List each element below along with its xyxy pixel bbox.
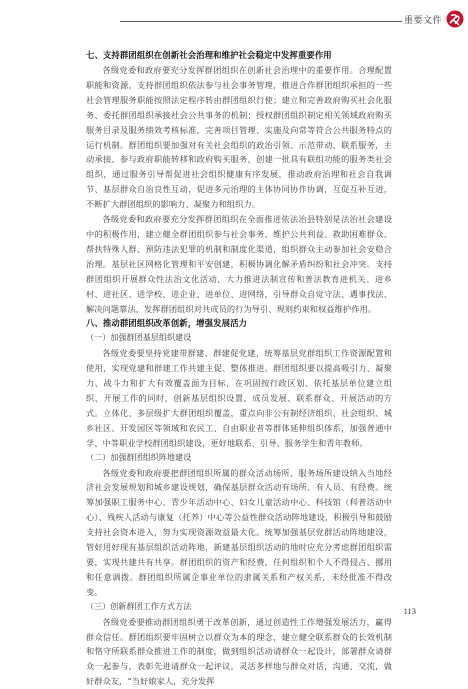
section-7-paragraph-1: 各级党委和政府要充分发挥群团组织在创新社会治理中的重要作用。合理配置职能和资源，支持群团组织依法参与社会事务管理，推进合作群团组织承担的一些社会管理服务职能按照法定程序转由群团组织行使；建立和完善政府购买社会化服务、委托群团组织承接社会公共事务的机制；授权群团组织制定相关领域政府购买服务目录及服务绩效考核标准，完善项目管理、实施及向常等符合公共服务特点的运行机制。群团组织要加强对有关社会组织的政治引领、示范带动、联系服务，主动承接、参与政府职能转移和政府购买服务，创建一批具有联组功能的服务类社会组织，通过服务引导帮促进社会组织健康有序发展，推动政府治理和社会自我调节、基层群众自治良性互动，促进多元治理的主体协同协作协调，互促互补互进，不断扩大群团组织的影响力、凝聚力和组织力。 (86, 65, 392, 210)
document-body (86, 48, 392, 689)
section-8-subheading-3: （三）创新群团工作方式方法 (86, 601, 192, 611)
section-8-paragraph-1: 各级党委要坚持党建带群建、群建促党建，统筹基层党群组织工作资源配置和使用，实现党建和群建工作共建主促、整体推进。群团组织要以提高吸引力、凝聚力、战斗力和扩大有效覆盖面为目标，在巩固按行政区划、依托基层单位建立组织、开展工作的同时，创新基层组织设置，成员发展、联系群众、开展活动的方式。立体化、多层级扩大群团组织覆盖，重点向非公有制经济组织、社会组织、城乡社区、开发园区等领域和农民工、自由职业者等群体延伸组织体系，加强普通中学、中等职业学校群团组织建设，更好地联系、引导、服务学生和青年教师。 (86, 348, 392, 448)
party-emblem-icon (446, 10, 464, 30)
section-7-paragraph-2: 各级党委和政府要充分发挥群团组织在全面推进依法治县特别是法治社会建设中的积极作用，建立健全群团组织参与社会事务、维护公共利益、救助困难群众、帮扶特殊人群、预防违法犯罪的机制和制度化渠道，组织群众主动参加社会安稳合治理。基层社区网格化管理和平安创建，积极协调化解矛盾纠纷和社会冲突。支持群团组织开展群众性法治文化活动，大力推进法制宣传和普法教育进机关、进乡村、进社区、进学校、进企业、进单位、进网络，引导群众自觉守法、遇事找法、解决问题靠法，发挥群团组织对共成员的行为导引、规则约束和权益维护作用。 (86, 214, 392, 314)
page-header (0, 10, 468, 32)
section-8-subheading-2: （二）加强群团组织阵地建设 (86, 452, 192, 462)
section-8-paragraph-3: 各级党委要推动群团组织勇于改革创新，通过创造性工作增强发展活力，赢得群众信任。群团组织要牢固树立以群众为本的理念，建立健全联系群众的长效机制和恪守所联系群众推进工作的制度，做到组织活动请群众一起设计，部署群众请群众一起参与，表彰先进请群众一起评议，灵活多样地与群众对话，沟通、交流，做好群众友，“当好娘家人，充分发挥 (86, 616, 392, 687)
header-label: 重要文件 (402, 13, 444, 26)
section-8-subheading-1: （一）加强群团基层组织建设 (86, 333, 192, 343)
section-8-paragraph-2: 各级党委和政府要把群团组织所属的群众活动场所、服务场所建设纳入当地经济社会发展规划和城乡建设规划，确保基层群众活动有场所、有人员、有经费。统筹加强职工服务中心、青少年活动中心、妇女儿童活动中心、科技馆（科普活动中心）、残疾人活动与康复（托养）中心等公益性群众活动阵地建设，积极引导和鼓励支持社会资本进入，努力实现资源效益最大化。统筹加强基层党群活动阵地建设，管好用好现有基层组织活动阵地，新建基层组织活动的地时应充分考虑群团组织需要，实现共建共有共享。群团组织的资产和经费，任何组织和个人不得侵占、挪用和任意调拨。群团组织所属企事业单位的隶属关系和产权关系，未经批准不得改变。 (86, 467, 392, 597)
section-8-heading: 八、推动群团组织改革创新，增强发展活力 (86, 318, 248, 329)
page-number: 113 (403, 606, 416, 616)
header-rule (120, 21, 402, 22)
section-7-heading: 七、支持群团组织在创新社会治理和维护社会稳定中发挥重要作用 (86, 50, 332, 60)
